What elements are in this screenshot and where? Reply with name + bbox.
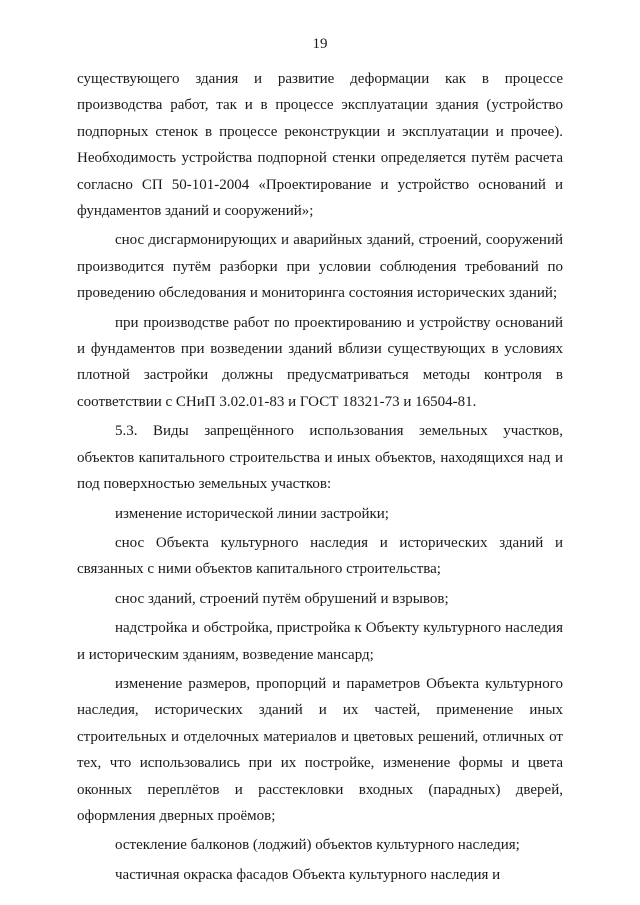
paragraph: изменение размеров, пропорций и параметров Объекта культурного наследия, исторических зданий и их частей, применение иных строительных и отделочных материалов и цветовых решений, отличных от тех, что использовались при их постройке, изменение формы и цвета оконных переплётов и расстекловки входных (парадных) дверей, оформления дверных проёмов; bbox=[77, 675, 563, 824]
paragraph: изменение исторической линии застройки; bbox=[115, 505, 389, 522]
paragraph: снос зданий, строений путём обрушений и взрывов; bbox=[115, 590, 449, 607]
paragraph: частичная окраска фасадов Объекта культурного наследия и bbox=[115, 866, 501, 883]
paragraph: существующего здания и развитие деформации как в процессе производства работ, так и в процессе эксплуатации здания (устройство подпорных стенок в процессе реконструкции и эксплуатации и прочее). Необходимость устройства подпорной стенки определяется путём расчета согласно СП 50-101-2004 «Проектирование и устройство оснований и фундаментов зданий и сооружений»; bbox=[77, 71, 563, 220]
page-number: 19 bbox=[312, 36, 328, 52]
paragraph: снос Объекта культурного наследия и исторических зданий и связанных с ними объектов капитального строительства; bbox=[77, 534, 563, 578]
paragraph: остекление балконов (лоджий) объектов культурного наследия; bbox=[115, 837, 520, 854]
paragraph: 5.3. Виды запрещённого использования земельных участков, объектов капитального строительства и иных объектов, находящихся над и под поверхностью земельных участков: bbox=[77, 423, 563, 493]
document-body bbox=[77, 66, 563, 891]
paragraph: снос дисгармонирующих и аварийных зданий, строений, сооружений производится путём разборки при условии соблюдения требований по проведению обследования и мониторинга состояния исторических зданий; bbox=[77, 232, 563, 302]
paragraph: при производстве работ по проектированию и устройству оснований и фундаментов при возведении зданий вблизи существующих в условиях плотной застройки должны предусматриваться методы контроля в соответствии с СНиП 3.02.01-83 и ГОСТ 18321-73 и 16504-81. bbox=[77, 314, 563, 410]
paragraph: надстройка и обстройка, пристройка к Объекту культурного наследия и историческим зданиям, возведение мансард; bbox=[77, 620, 563, 663]
